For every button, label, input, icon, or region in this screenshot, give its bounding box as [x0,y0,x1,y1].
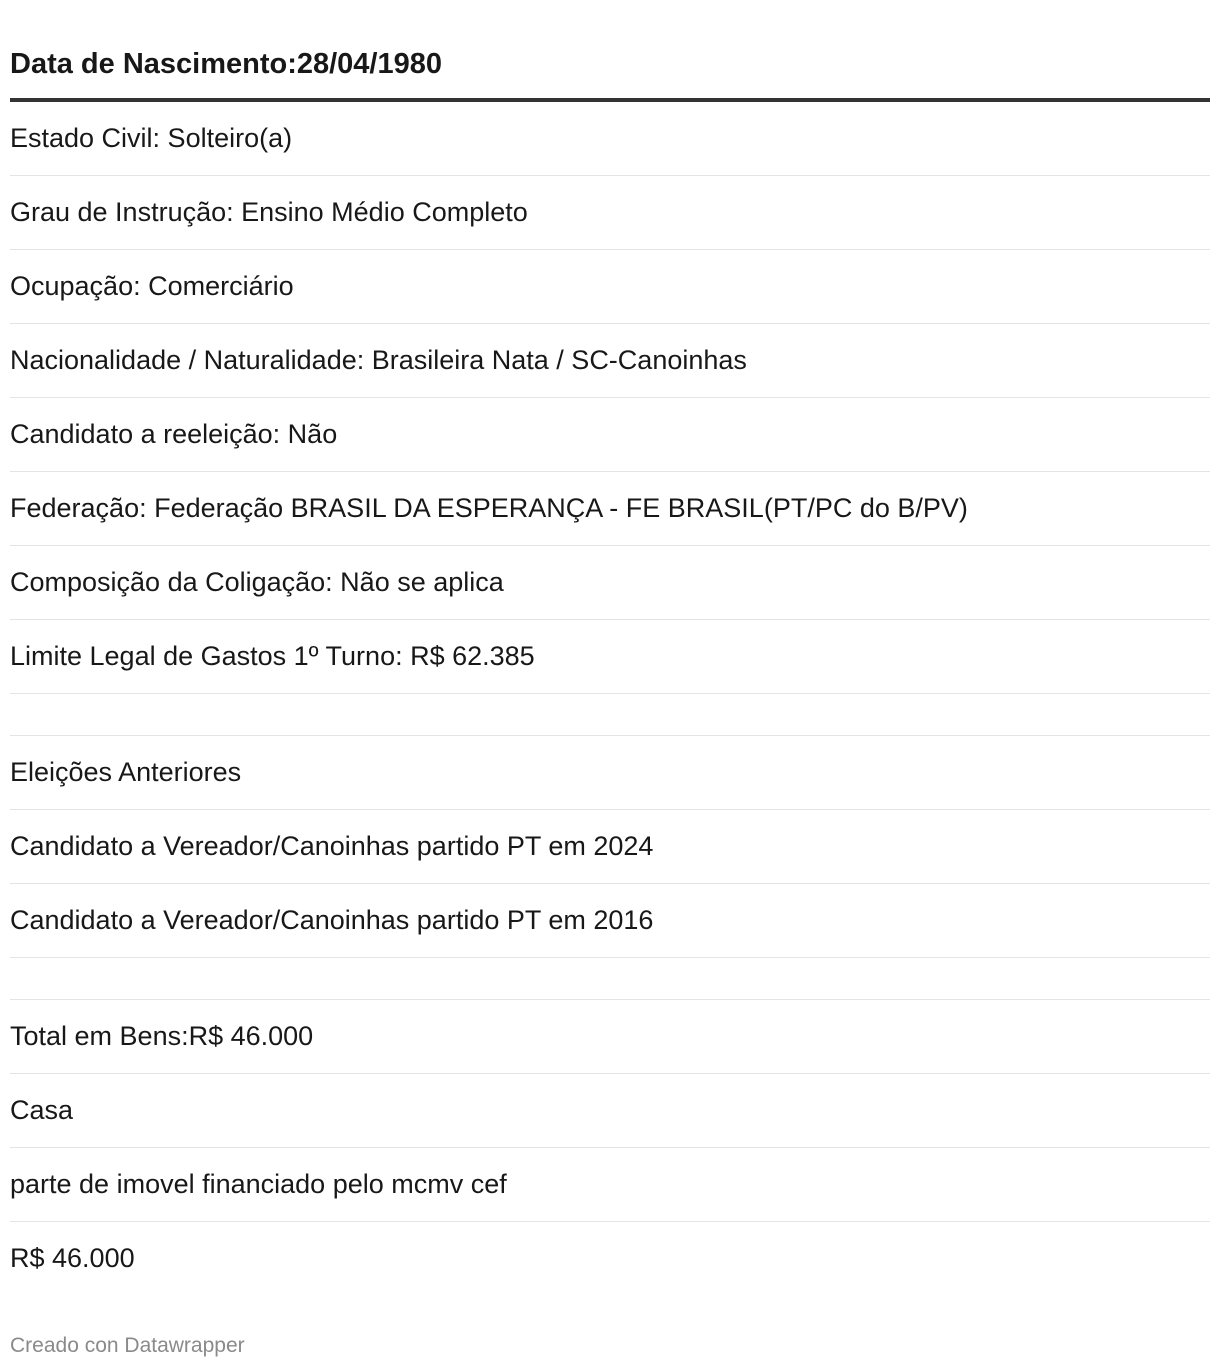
table-row [10,176,1210,250]
candidate-info-table [10,0,1210,1295]
education-level: Grau de Instrução: Ensino Médio Completo [10,197,528,227]
reelection-status: Candidato a reeleição: Não [10,419,338,449]
asset-type: Casa [10,1095,74,1125]
table-row [10,884,1210,958]
table-row [10,398,1210,472]
asset-description: parte de imovel financiado pelo mcmv cef [10,1169,507,1199]
table-row [10,324,1210,398]
table-row [10,1074,1210,1148]
table-row [10,1222,1210,1295]
occupation: Ocupação: Comerciário [10,271,294,301]
table-spacer-row [10,958,1210,1000]
federation: Federação: Federação BRASIL DA ESPERANÇA - FE BRASIL(PT/PC do B/PV) [10,493,968,523]
datawrapper-credit[interactable]: Creado con Datawrapper [10,1334,245,1357]
table-row [10,620,1210,694]
table-row [10,1000,1210,1074]
table-row [10,736,1210,810]
previous-elections-heading: Eleições Anteriores [10,757,242,787]
asset-value: R$ 46.000 [10,1243,135,1273]
coalition: Composição da Coligação: Não se aplica [10,567,504,597]
previous-election-2024: Candidato a Vereador/Canoinhas partido PT em 2024 [10,831,654,861]
previous-election-2016: Candidato a Vereador/Canoinhas partido PT em 2016 [10,905,654,935]
table-row [10,250,1210,324]
table-row [10,102,1210,176]
table-spacer-row [10,694,1210,736]
birth-date-heading: Data de Nascimento:28/04/1980 [10,48,442,80]
total-assets: Total em Bens:R$ 46.000 [10,1021,314,1051]
table-header [10,0,1210,102]
table-row [10,810,1210,884]
marital-status: Estado Civil: Solteiro(a) [10,123,293,153]
table-row [10,472,1210,546]
table-row [10,1148,1210,1222]
nationality: Nacionalidade / Naturalidade: Brasileira Nata / SC-Canoinhas [10,345,747,375]
table-row [10,546,1210,620]
spending-limit: Limite Legal de Gastos 1º Turno: R$ 62.385 [10,641,535,671]
